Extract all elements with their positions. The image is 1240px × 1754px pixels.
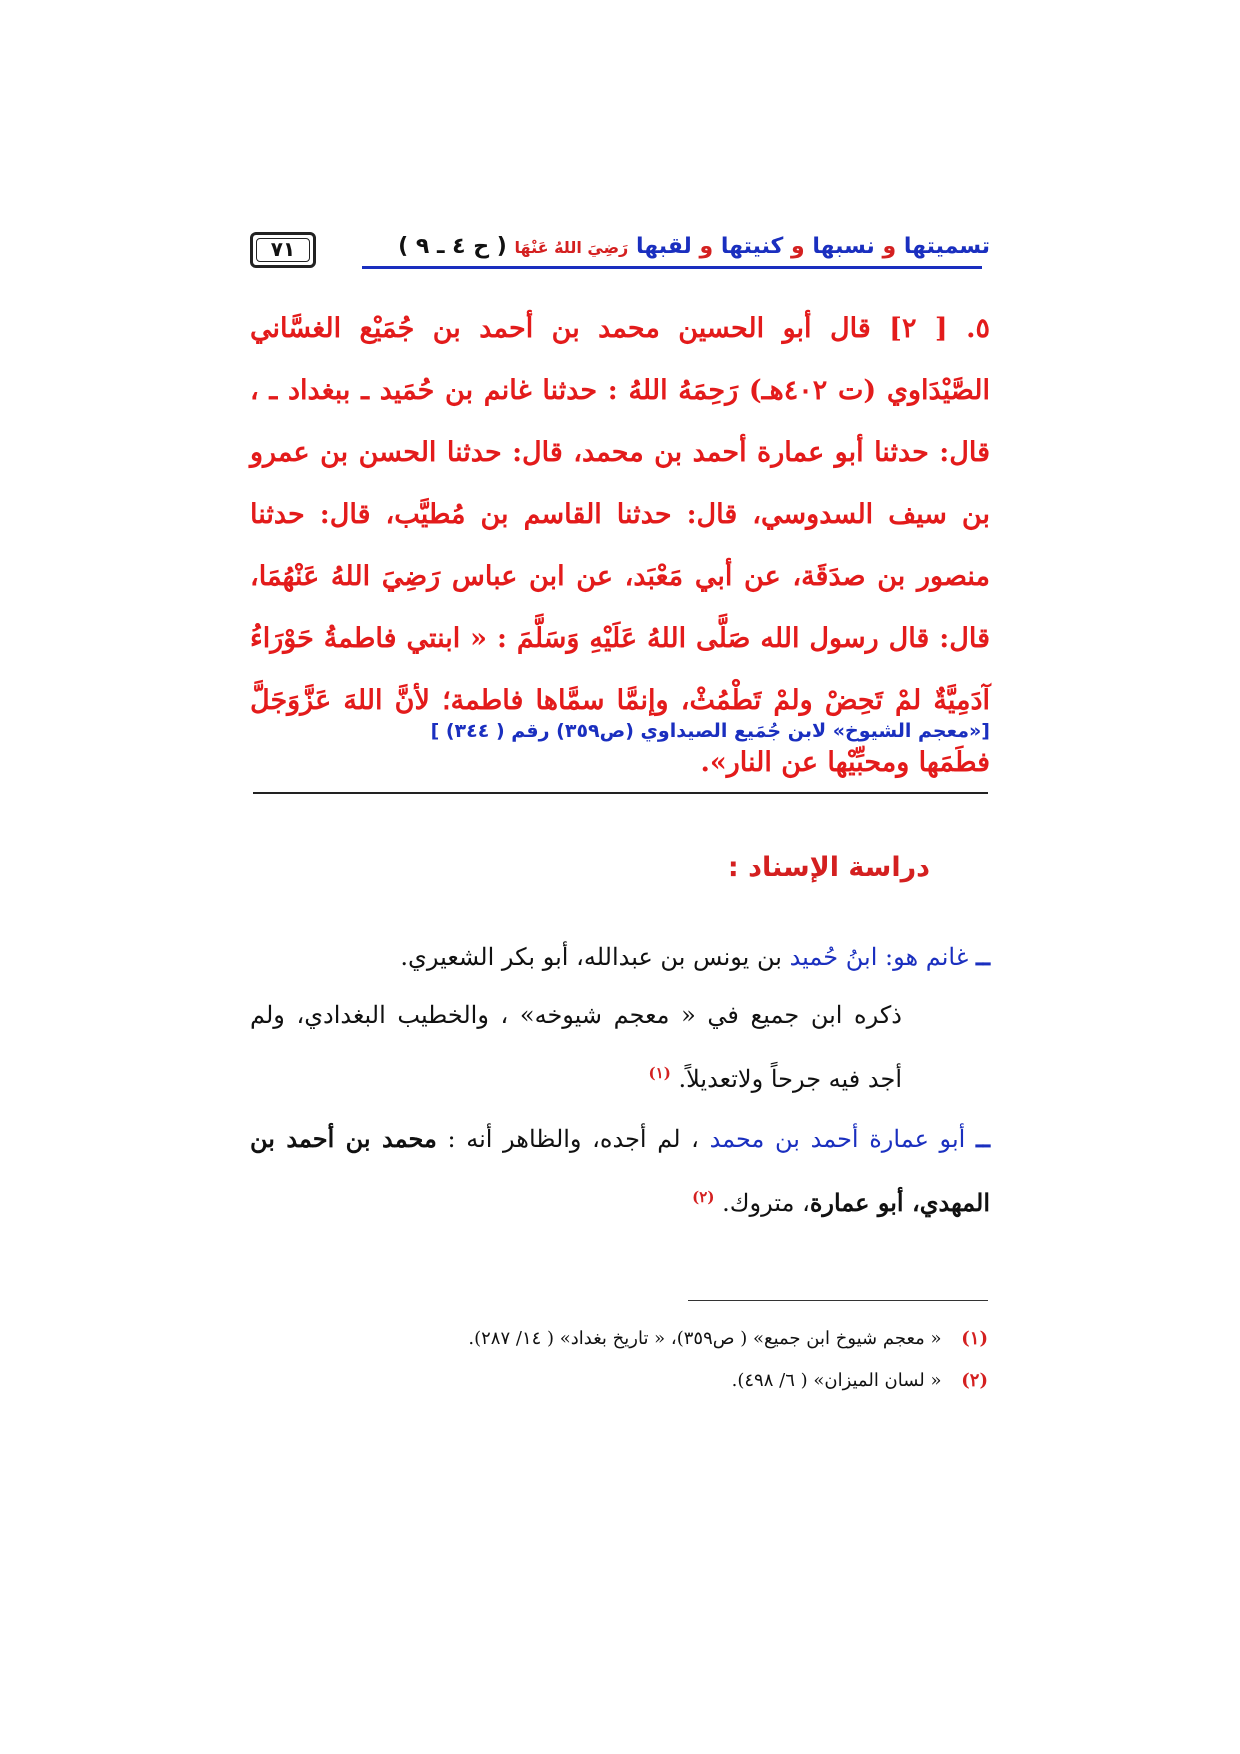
footnote-number: (١) [961,1328,988,1349]
footnote-separator [688,1300,988,1301]
footnotes [250,1318,988,1402]
section-divider [253,792,988,794]
narrator-note: ، لم أجده، والظاهر أنه : [447,1125,699,1153]
bullet-dash: ــ [975,942,990,971]
header-title-part1: تسميتها [903,234,990,259]
running-header [250,232,990,276]
header-honorific: رَضِيَ اللهُ عَنْهَا [514,238,629,257]
header-conj: و [791,234,805,259]
narrator-name: غانم هو: ابنُ حُميد [789,943,969,971]
footnote-text: « معجم شيوخ ابن جميع» ( ص٣٥٩)، « تاريخ بغداد» ( ١٤/ ٢٨٧). [468,1328,942,1349]
hadith-source-citation: [«معجم الشيوخ» لابن جُمَيع الصيداوي (ص٣٥٩) رقم ( ٣٤٤) ] [430,720,990,742]
narrator-assessment: ذكره ابن جميع في « معجم شيوخه» ، والخطيب البغدادي، ولم أجد فيه جرحاً ولاتعديلاً. [250,1001,902,1093]
page-number: ٧١ [270,237,296,261]
header-title [398,232,990,263]
narrator-identified: محمد بن أحمد بن المهدي، أبو عمارة [250,1124,990,1217]
footnote-item [250,1318,988,1360]
section-title: دراسة الإسناد : [727,852,930,883]
footnote-text: « لسان الميزان» ( ٦/ ٤٩٨). [731,1370,942,1391]
narrator-paragraph-2 [250,986,990,1108]
footnote-number: (٢) [961,1370,988,1391]
header-title-part2: نسبها [812,234,875,259]
hadith-text: قال أبو الحسين محمد بن أحمد بن جُمَيْع الغسَّاني الصَّيْدَاوي (ت ٤٠٢هـ) رَحِمَهُ اللهُ : حدثنا غانم بن حُمَيد ـ ببغداد ـ ، قال: حدثنا أبو عمارة أحمد بن محمد، قال: حدثنا الحسن بن عمرو بن سيف السدوسي، قال: حدثنا القاسم بن مُطيَّب، قال: حدثنا منصور بن صدَقَة، عن أبي مَعْبَد، عن ابن عباس رَضِيَ اللهُ عَنْهُمَا، قال: قال رسول الله صَلَّى اللهُ عَلَيْهِ وَسَلَّمَ : « ابنتي فاطمةُ حَوْرَاءُ آدَمِيَّةٌ لمْ تَحِضْ ولمْ تَطْمُثْ، وإنمَّا سمَّاها فاطمة؛ لأنَّ اللهَ عَزَّوَجَلَّ فطَمَها ومحبِّيْها عن النار». [250,313,990,778]
narrator-paragraph-3 [250,1110,990,1232]
bullet-dash: ــ [975,1124,991,1153]
header-conj: و [699,234,714,259]
footnote-ref: (٢) [692,1188,715,1206]
narrator-details: بن يونس بن عبدالله، أبو بكر الشعيري. [400,943,782,971]
header-title-part3: كنيتها [720,234,784,259]
narrator-name: أبو عمارة أحمد بن محمد [709,1125,966,1153]
footnote-ref: (١) [648,1064,671,1082]
hadith-number: ٥. [ ٢] [889,313,991,344]
narrator-paragraph-1 [250,928,990,986]
header-conj: و [882,234,897,259]
footnote-item [250,1360,988,1402]
header-title-part4: لقبها [635,234,692,259]
narrator-grade: ، متروك. [722,1189,810,1217]
header-hadith-range: ( ح ٤ ـ ٩ ) [398,234,507,259]
header-underline [362,266,982,269]
